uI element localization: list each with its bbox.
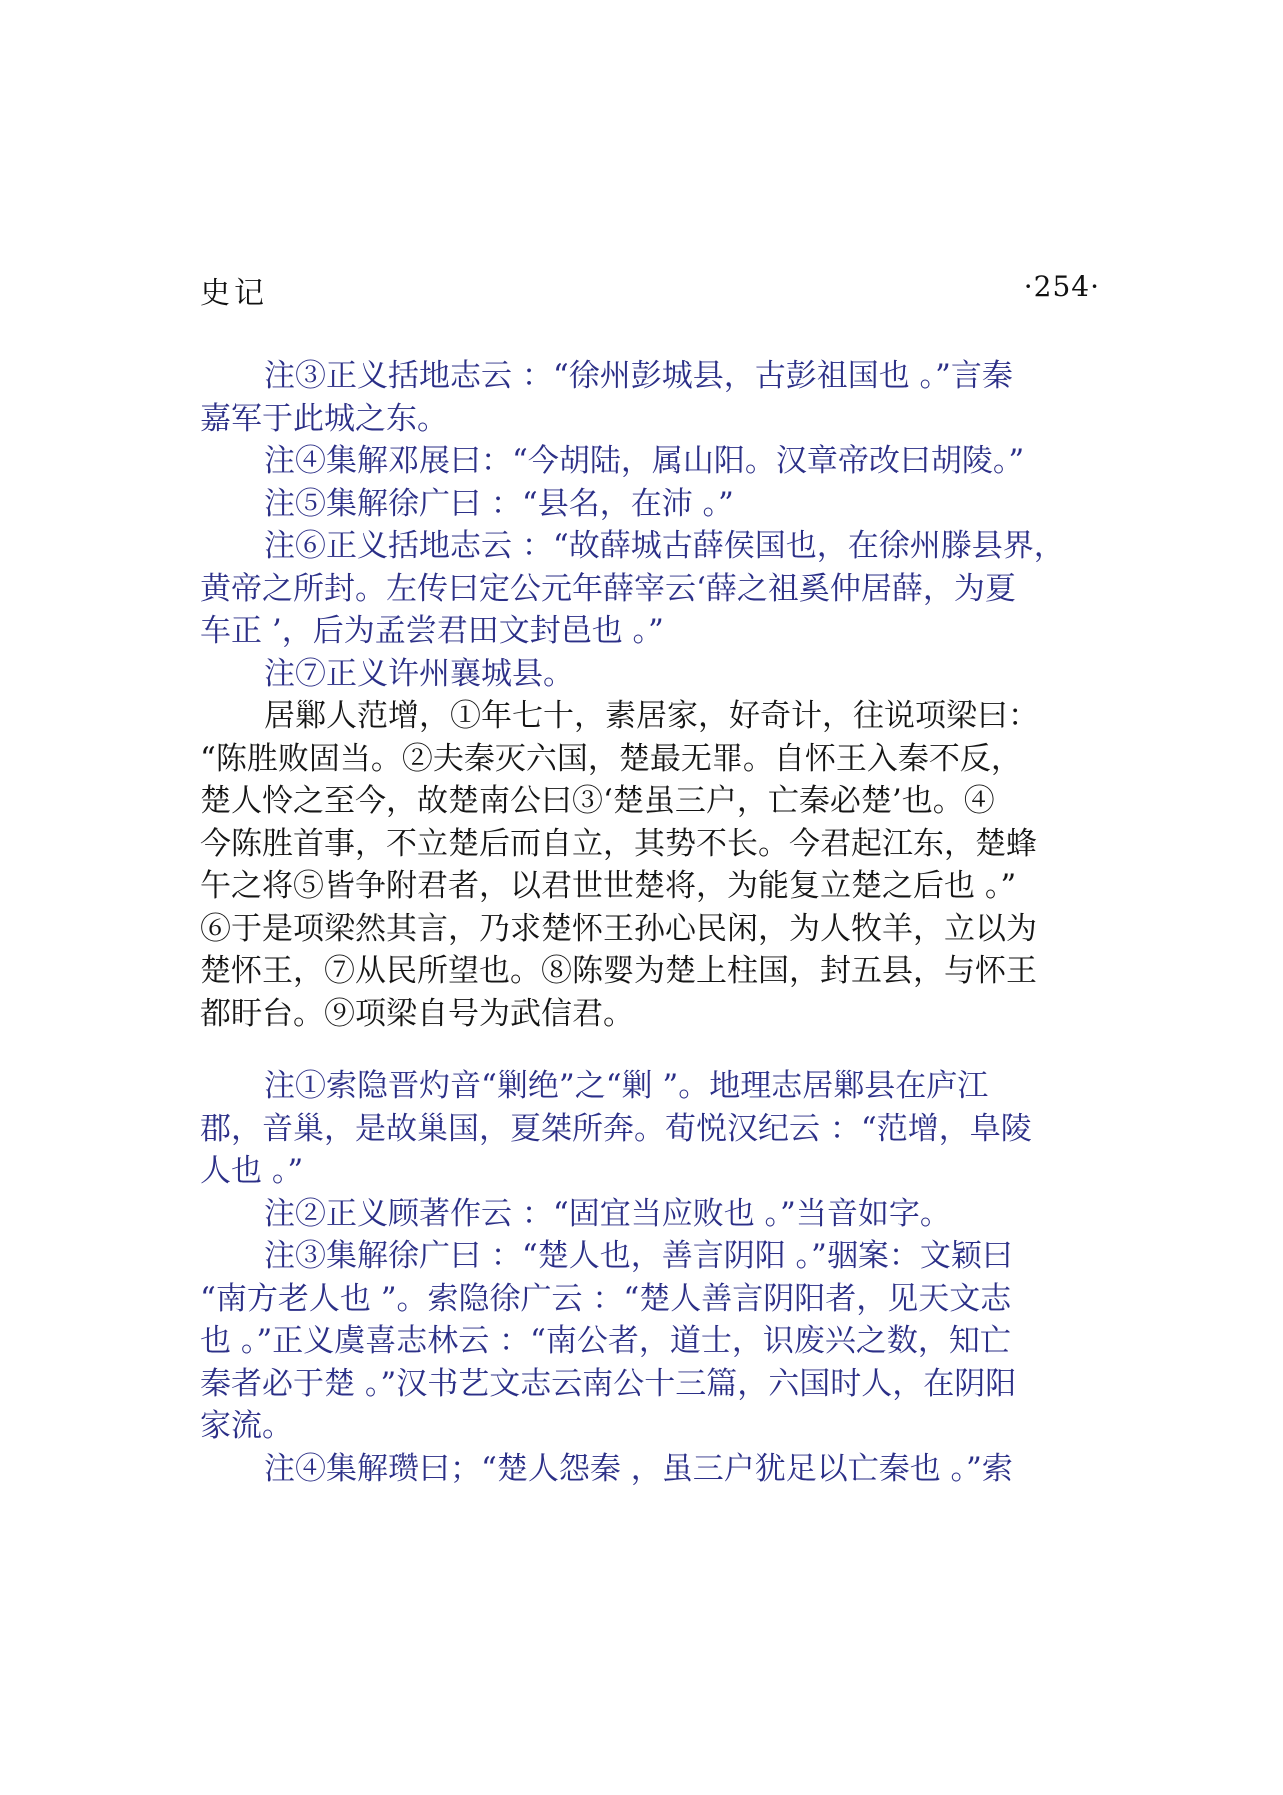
note-line: “南方老人也 ”。索隐徐广云 ：“楚人善言阴阳者，见天文志 <box>200 1280 1012 1317</box>
main-text-line: 居鄛人范增，①年七十，素居家，好奇计，往说项梁曰： <box>264 698 1039 734</box>
main-text-line: 楚人怜之至今，故楚南公曰③‘楚虽三户，亡秦必楚’也。④ <box>200 783 995 819</box>
paragraph-gap <box>200 1035 1100 1065</box>
note-line: 秦者必于楚 。”汉书艺文志云南公十三篇，六国时人，在阴阳 <box>200 1365 1017 1402</box>
note-line: 郡，音巢，是故巢国，夏桀所奔。荀悦汉纪云 ：“范增，阜陵 <box>200 1110 1032 1147</box>
note-line: 注⑦正义许州襄城县。 <box>264 655 574 692</box>
main-text-line: 午之将⑤皆争附君者，以君世世楚将，为能复立楚之后也 。” <box>200 868 1017 904</box>
note-line: 注⑥正义括地志云 ：“故薛城古薛侯国也，在徐州滕县界， <box>264 528 1065 564</box>
note-line: 注③集解徐广曰 ：“楚人也，善言阴阳 。”骃案：文颖曰 <box>264 1238 1013 1274</box>
note-line: 黄帝之所封。左传曰定公元年薛宰云‘薛之祖奚仲居薛，为夏 <box>200 570 1016 607</box>
main-text-line: “陈胜败固当。②夫秦灭六国，楚最无罪。自怀王入秦不反， <box>200 740 1022 777</box>
main-text-line: 今陈胜首事，不立楚后而自立，其势不长。今君起江东，楚蜂 <box>200 825 1037 862</box>
note-line: 家流。 <box>200 1408 293 1444</box>
note-line: 嘉军于此城之东。 <box>200 400 448 437</box>
main-text-line: 楚怀王，⑦从民所望也。⑧陈婴为楚上柱国，封五县，与怀王 <box>200 953 1037 989</box>
page-header <box>200 268 1100 312</box>
note-line: 人也 。” <box>200 1153 304 1189</box>
note-line: 注④集解邓展曰：“今胡陆，属山阳。汉章帝改曰胡陵。” <box>264 443 1025 479</box>
page-body <box>200 355 1100 1490</box>
note-line: 注③正义括地志云 ：“徐州彭城县，古彭祖国也 。”言秦 <box>264 358 1013 394</box>
note-line: 注④集解瓒曰；“楚人怨秦 ，虽三户犹足以亡秦也 。”索 <box>264 1450 1013 1487</box>
note-line: 注⑤集解徐广曰 ：“县名，在沛 。” <box>264 485 734 522</box>
book-title: 史记 <box>200 276 268 311</box>
note-line: 注①索隐晋灼音“剿绝”之“剿 ”。地理志居鄛县在庐江 <box>264 1068 989 1104</box>
note-line: 注②正义顾著作云 ：“固宜当应败也 。”当音如字。 <box>264 1195 951 1232</box>
note-line: 车正 ’，后为孟尝君田文封邑也 。” <box>200 613 664 649</box>
main-text-line: ⑥于是项梁然其言，乃求楚怀王孙心民闲，为人牧羊，立以为 <box>200 910 1037 947</box>
note-line: 也 。”正义虞喜志林云 ：“南公者，道士，识废兴之数，知亡 <box>200 1323 1011 1359</box>
page-number: ·254· <box>1023 270 1100 303</box>
main-text-line: 都盱台。⑨项梁自号为武信君。 <box>200 995 634 1032</box>
